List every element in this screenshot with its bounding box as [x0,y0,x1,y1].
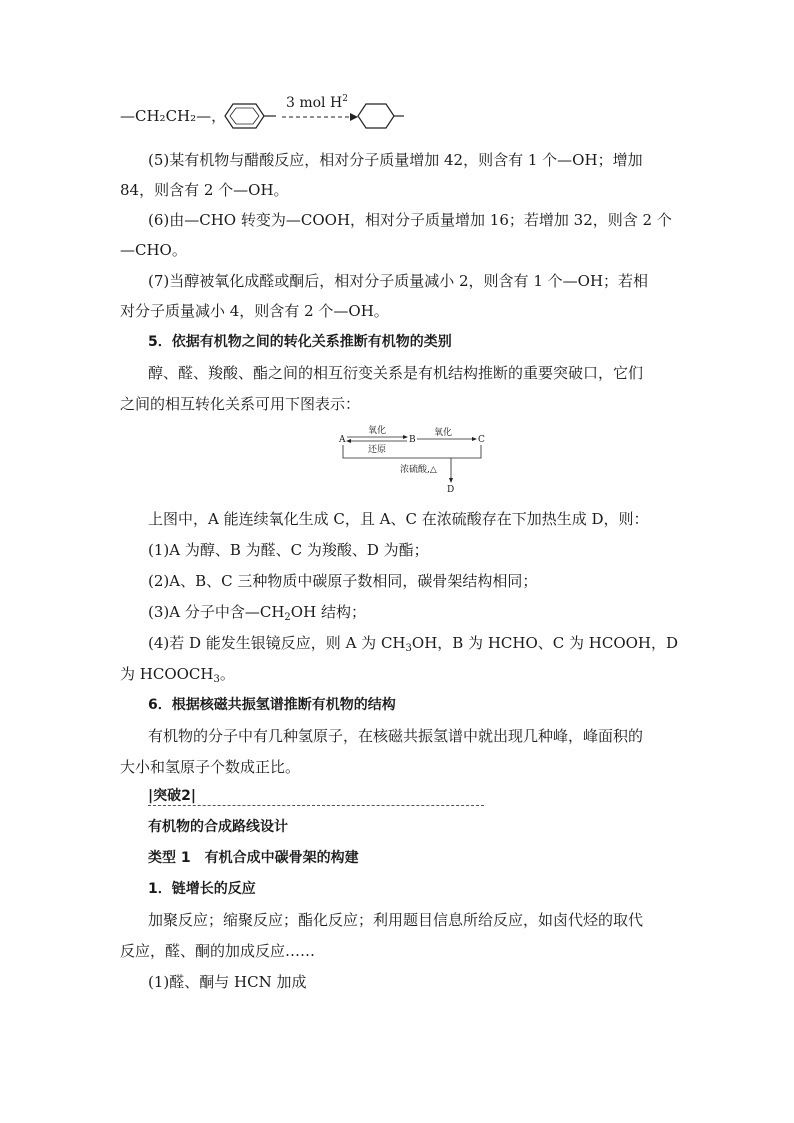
para-5-line-2: 84，则含有 2 个—OH。 [120,181,289,199]
node-d: D [447,485,455,495]
breakthrough-2-title: |突破2| [148,788,196,804]
top-formula-prefix: —CH₂CH₂—， [120,107,227,125]
arrow-label: 3 mol $H^2$ [286,94,348,111]
benzene-ring-icon [225,104,276,128]
cyclohexane-ring-icon [358,104,404,128]
node-b: B [409,435,416,445]
label-reduce: 还原 [368,445,387,455]
hydrogenation-scheme [0,0,794,140]
section-divider [148,805,484,806]
para-5-line-1: (5)某有机物与醋酸反应，相对分子质量增加 42，则含有 1 个—OH；增加 [148,151,643,169]
para-7-line-1: (7)当醇被氧化成醛或酮后，相对分子质量减小 2，则含有 1 个—OH；若相 [148,272,649,290]
type-1-title: 类型 1 有机合成中碳骨架的构建 [148,850,359,866]
heading-1: 1．链增长的反应 [148,881,256,897]
heading-5: 5．依据有机物之间的转化关系推断有机物的类别 [148,334,452,350]
section-2-title: 有机物的合成路线设计 [148,819,288,835]
label-oxidize-1: 氧化 [368,426,387,436]
nmr-line-2: 大小和氢原子个数成正比。 [120,758,301,776]
diagram-explanation: 上图中，A 能连续氧化生成 C，且 A、C 在浓硫酸存在下加热生成 D，则： [148,510,649,528]
hcn-addition: (1)醛、酮与 HCN 加成 [148,973,307,991]
label-oxidize-2: 氧化 [434,428,453,438]
chain-line-1: 加聚反应；缩聚反应；酯化反应；利用题目信息所给反应，如卤代烃的取代 [148,911,644,929]
item-4-line-1: (4)若 D 能发生银镜反应，则 A 为 $CH_3OH$，B 为 HCHO、C 为 HCOOH，D [148,634,679,654]
chain-line-2: 反应，醛、酮的加成反应…… [120,942,316,960]
item-3: (3)A 分子中含$—CH_2OH$ 结构； [148,603,366,623]
intro-line-1: 醇、醛、羧酸、酯之间的相互衍变关系是有机结构推断的重要突破口，它们 [148,364,644,382]
nmr-line-1: 有机物的分子中有几种氢原子，在核磁共振氢谱中就出现几种峰，峰面积的 [148,727,644,745]
label-conc-sulfuric: 浓硫酸,△ [400,465,437,475]
node-c: C [478,435,485,445]
para-7-line-2: 对分子质量减小 4，则含有 2 个—OH。 [120,302,389,320]
node-a: A [339,435,346,445]
intro-line-2: 之间的相互转化关系可用下图表示： [120,395,361,413]
heading-6: 6．根据核磁共振氢谱推断有机物的结构 [148,697,396,713]
item-1: (1)A 为醇、B 为醛、C 为羧酸、D 为酯； [148,541,429,559]
item-2: (2)A、B、C 三种物质中碳原子数相同，碳骨架结构相同； [148,572,538,590]
conversion-diagram [0,420,794,500]
reaction-arrow [282,113,358,121]
para-6-line-1: (6)由—CHO 转变为—COOH，相对分子质量增加 16；若增加 32，则含 2 个 [148,211,672,229]
para-6-line-2: —CHO。 [120,241,187,259]
item-4-line-2: 为 $HCOOCH_3$。 [120,665,235,685]
